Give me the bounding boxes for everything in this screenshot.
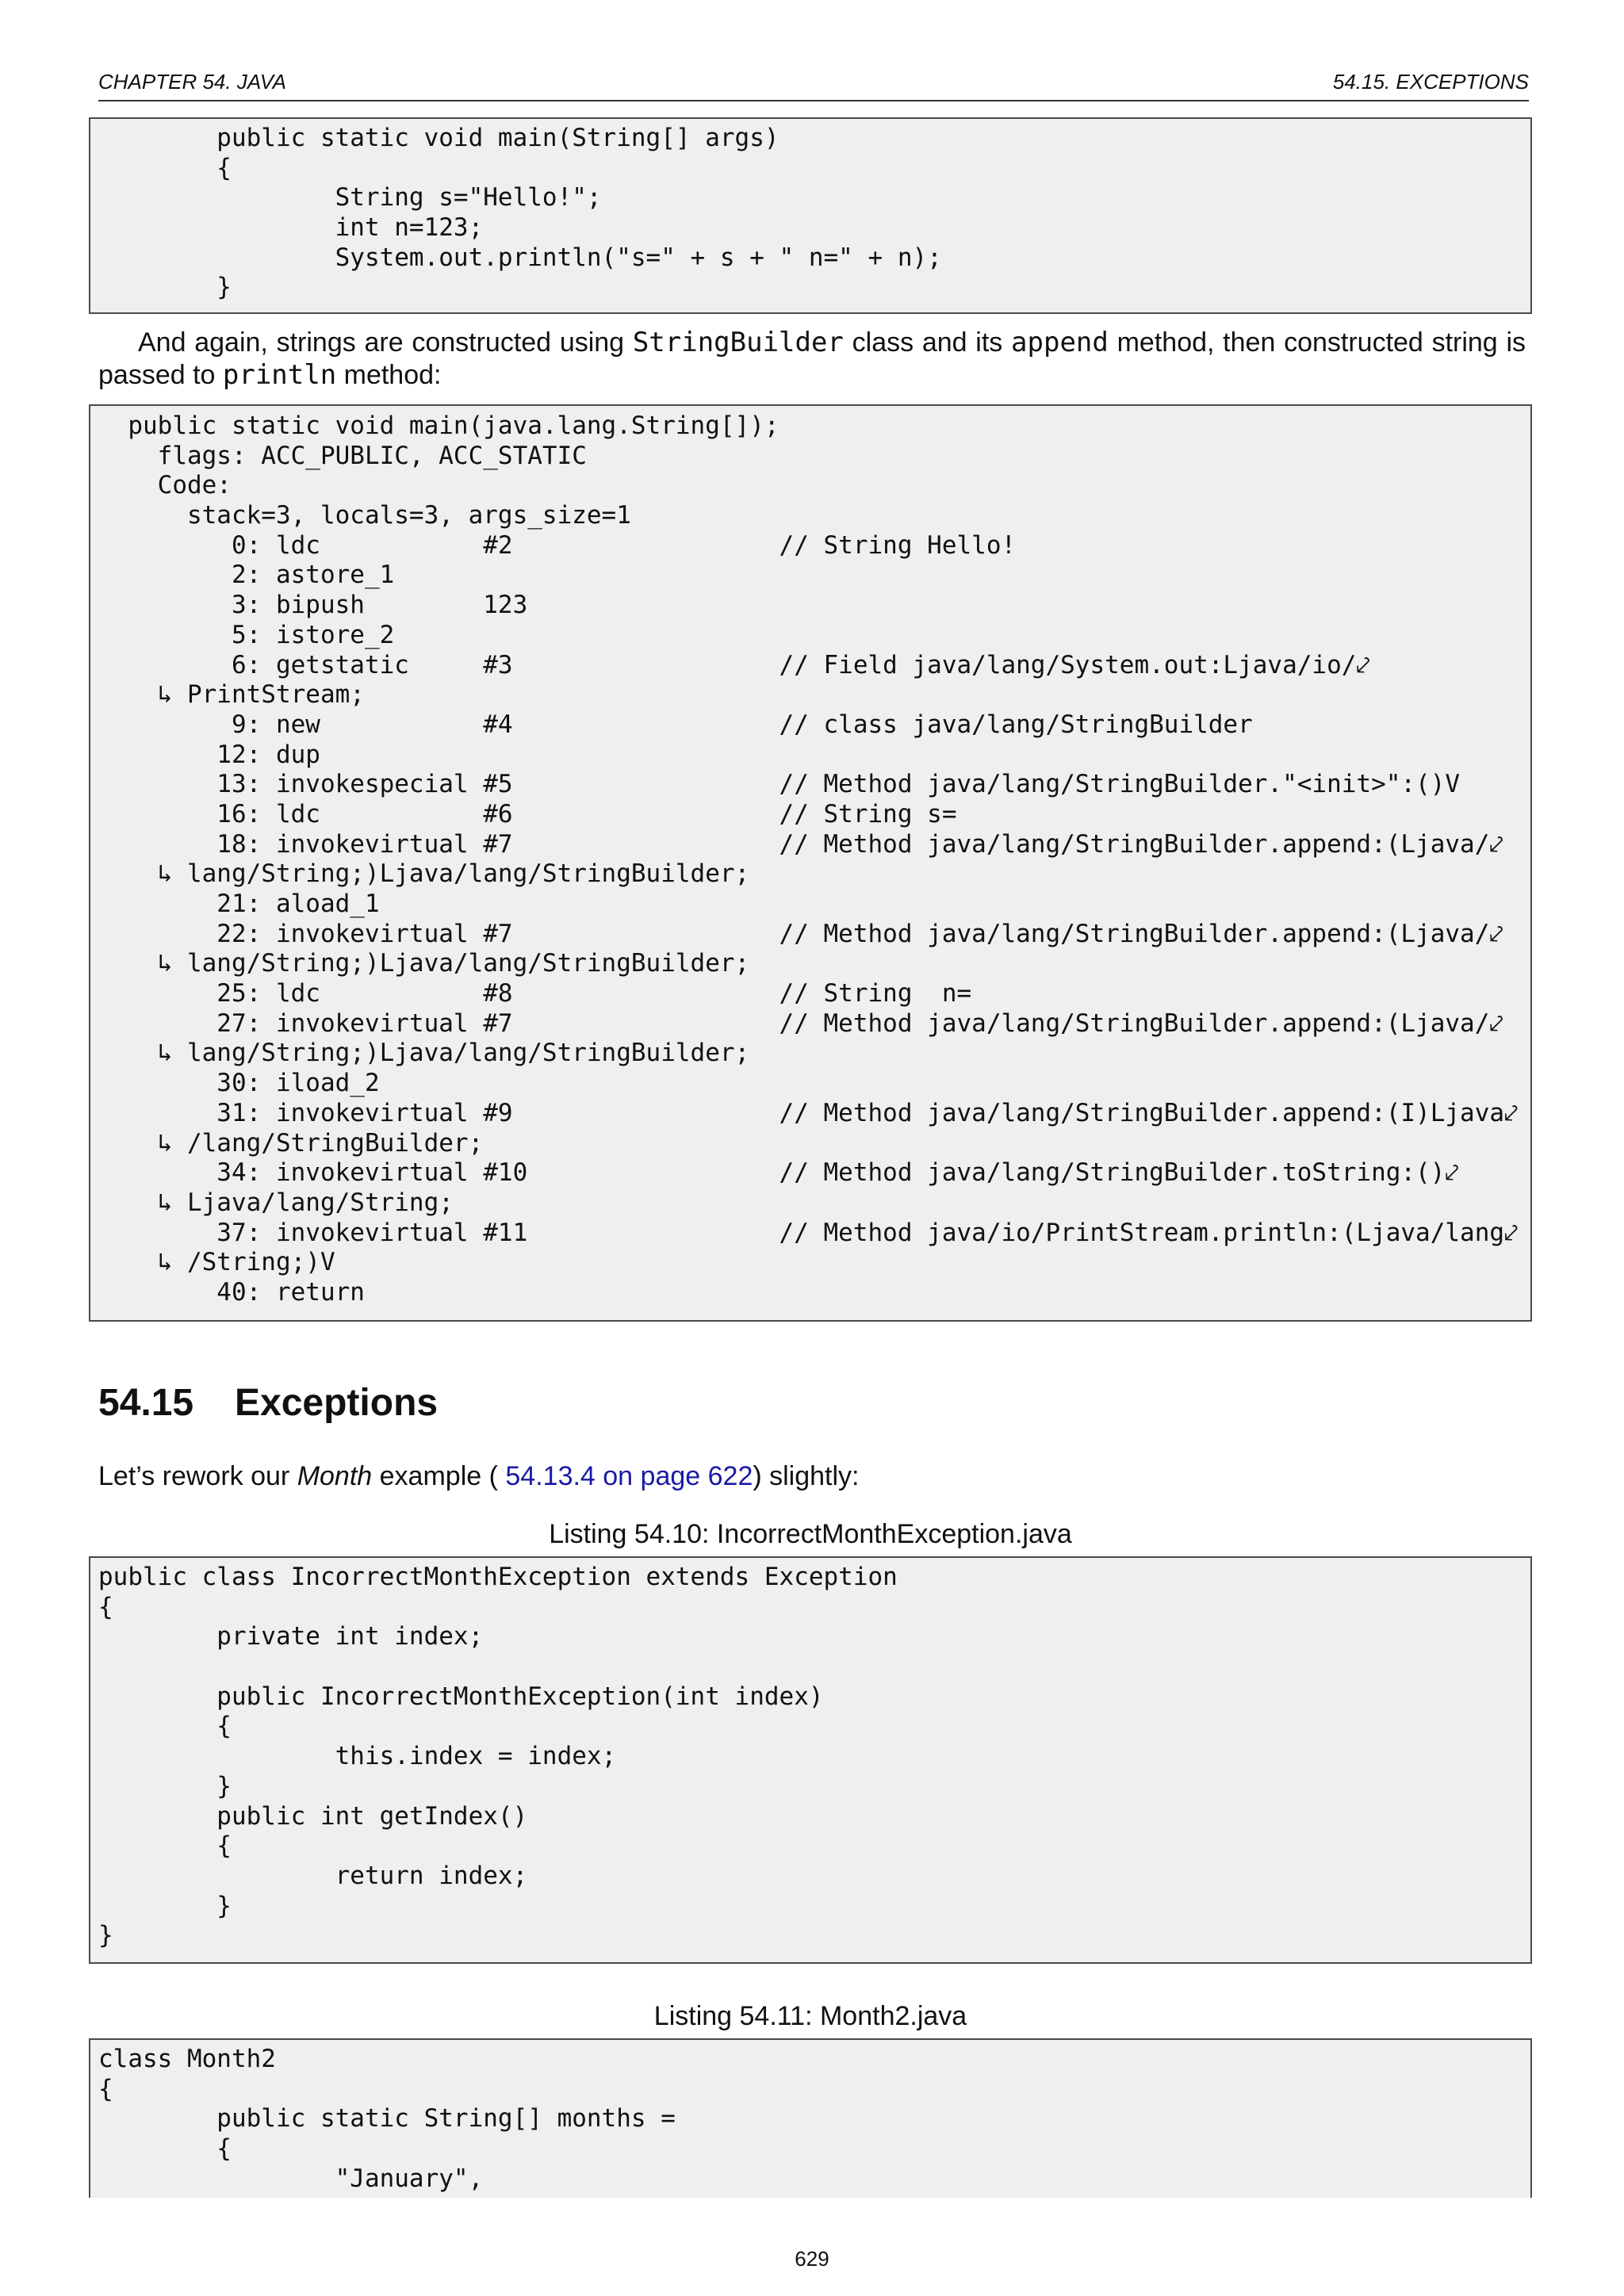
code-line: }: [98, 273, 232, 302]
code-line: public int getIndex(): [98, 1801, 528, 1831]
code-line: public static void main(java.lang.String[]);: [98, 411, 779, 440]
code-line: {: [98, 2074, 113, 2103]
code-term-append: append: [1011, 327, 1109, 358]
code-line: 2: astore_1: [98, 561, 395, 590]
code-line: ↳ lang/String;)Ljava/lang/StringBuilder;: [98, 859, 750, 889]
code-line: 27: invokevirtual #7 // Method java/lang/StringBuilder.append:(Ljava/⤦: [98, 1008, 1503, 1038]
code-block-bytecode: [89, 404, 1532, 1322]
term-month: Month: [297, 1461, 373, 1491]
code-line: public static void main(String[] args): [98, 124, 779, 152]
section-number: 54.15: [98, 1382, 194, 1424]
code-line: int n=123;: [98, 213, 484, 243]
code-line: ↳ /lang/StringBuilder;: [98, 1128, 484, 1158]
code-term-stringbuilder: StringBuilder: [632, 327, 844, 358]
code-line: 12: dup: [98, 740, 320, 769]
code-line: 22: invokevirtual #7 // Method java/lang/StringBuilder.append:(Ljava/⤦: [98, 919, 1503, 948]
code-line: public class IncorrectMonthException extends Exception: [98, 1563, 898, 1591]
code-line: }: [98, 1891, 232, 1920]
code-block-incorrect-month-exception: [89, 1556, 1532, 1964]
chapter-heading: CHAPTER 54. JAVA: [98, 70, 286, 94]
code-line: ↳ Ljava/lang/String;: [98, 1188, 454, 1217]
code-line: 18: invokevirtual #7 // Method java/lang/StringBuilder.append:(Ljava/⤦: [98, 829, 1503, 859]
code-block-month2: [89, 2038, 1532, 2198]
code-line: 37: invokevirtual #11 // Method java/io/PrintStream.println:(Ljava/lang⤦: [98, 1218, 1519, 1247]
section-name: Exceptions: [235, 1382, 439, 1424]
code-line: 40: return: [98, 1277, 365, 1307]
listing-caption-incorrect-month-exception: Listing 54.10: IncorrectMonthException.java: [549, 1519, 1072, 1549]
code-line: flags: ACC_PUBLIC, ACC_STATIC: [98, 441, 587, 470]
code-line: 5: istore_2: [98, 620, 395, 649]
code-line: {: [98, 2134, 232, 2164]
code-block-main-source: [89, 117, 1532, 314]
code-line: 21: aload_1: [98, 890, 380, 918]
code-line: [98, 1652, 1530, 1682]
code-line: 30: iload_2: [98, 1069, 380, 1098]
listing-caption-month2: Listing 54.11: Month2.java: [653, 2001, 967, 2031]
code-line: class Month2: [98, 2045, 276, 2073]
code-line: "January",: [98, 2164, 484, 2193]
page-number: 629: [795, 2247, 829, 2271]
code-line: return index;: [98, 1861, 528, 1890]
code-line: }: [98, 1921, 113, 1950]
code-line: String s="Hello!";: [98, 183, 602, 212]
code-line: 13: invokespecial #5 // Method java/lang/StringBuilder."<init>":()V: [98, 770, 1461, 799]
code-line: }: [98, 1771, 232, 1800]
code-line: 9: new #4 // class java/lang/StringBuilder: [98, 710, 1253, 739]
code-line: 34: invokevirtual #10 // Method java/lang/StringBuilder.toString:()⤦: [98, 1158, 1459, 1188]
code-line: ↳ PrintStream;: [98, 680, 365, 710]
paragraph-stringbuilder: And again, strings are constructed using StringBuilder class and its append method, then constructed string is passed to println method:: [98, 327, 1526, 391]
code-line: private int index;: [98, 1622, 484, 1651]
code-line: System.out.println("s=" + s + " n=" + n);: [98, 243, 942, 272]
code-line: this.index = index;: [98, 1742, 617, 1771]
code-line: ↳ /String;)V: [98, 1248, 335, 1277]
code-term-println: println: [222, 359, 337, 391]
code-line: 16: ldc #6 // String s=: [98, 799, 957, 828]
code-line: public IncorrectMonthException(int index): [98, 1682, 824, 1711]
code-line: 0: ldc #2 // String Hello!: [98, 530, 1017, 560]
paragraph-month-example: Let’s rework our Month example ( 54.13.4 on page 622) slightly:: [98, 1461, 860, 1491]
code-line: 31: invokevirtual #9 // Method java/lang/StringBuilder.append:(I)Ljava⤦: [98, 1098, 1519, 1127]
code-line: ↳ lang/String;)Ljava/lang/StringBuilder;: [98, 949, 750, 978]
page-header: [98, 70, 1529, 101]
code-line: {: [98, 1712, 232, 1741]
section-heading: 54.15. EXCEPTIONS: [1332, 70, 1529, 94]
code-line: Code:: [98, 471, 232, 500]
code-line: {: [98, 153, 232, 182]
code-line: ↳ lang/String;)Ljava/lang/StringBuilder;: [98, 1039, 750, 1068]
section-title: [98, 1381, 438, 1425]
code-line: stack=3, locals=3, args_size=1: [98, 501, 631, 530]
code-line: {: [98, 1592, 113, 1621]
code-line: 25: ldc #8 // String n=: [98, 979, 972, 1008]
page-reference-link[interactable]: 54.13.4 on page 622: [505, 1461, 753, 1491]
code-line: 3: bipush 123: [98, 591, 528, 620]
code-line: public static String[] months =: [98, 2104, 676, 2133]
code-line: 6: getstatic #3 // Field java/lang/System.out:Ljava/io/⤦: [98, 650, 1370, 679]
code-line: {: [98, 1831, 232, 1861]
